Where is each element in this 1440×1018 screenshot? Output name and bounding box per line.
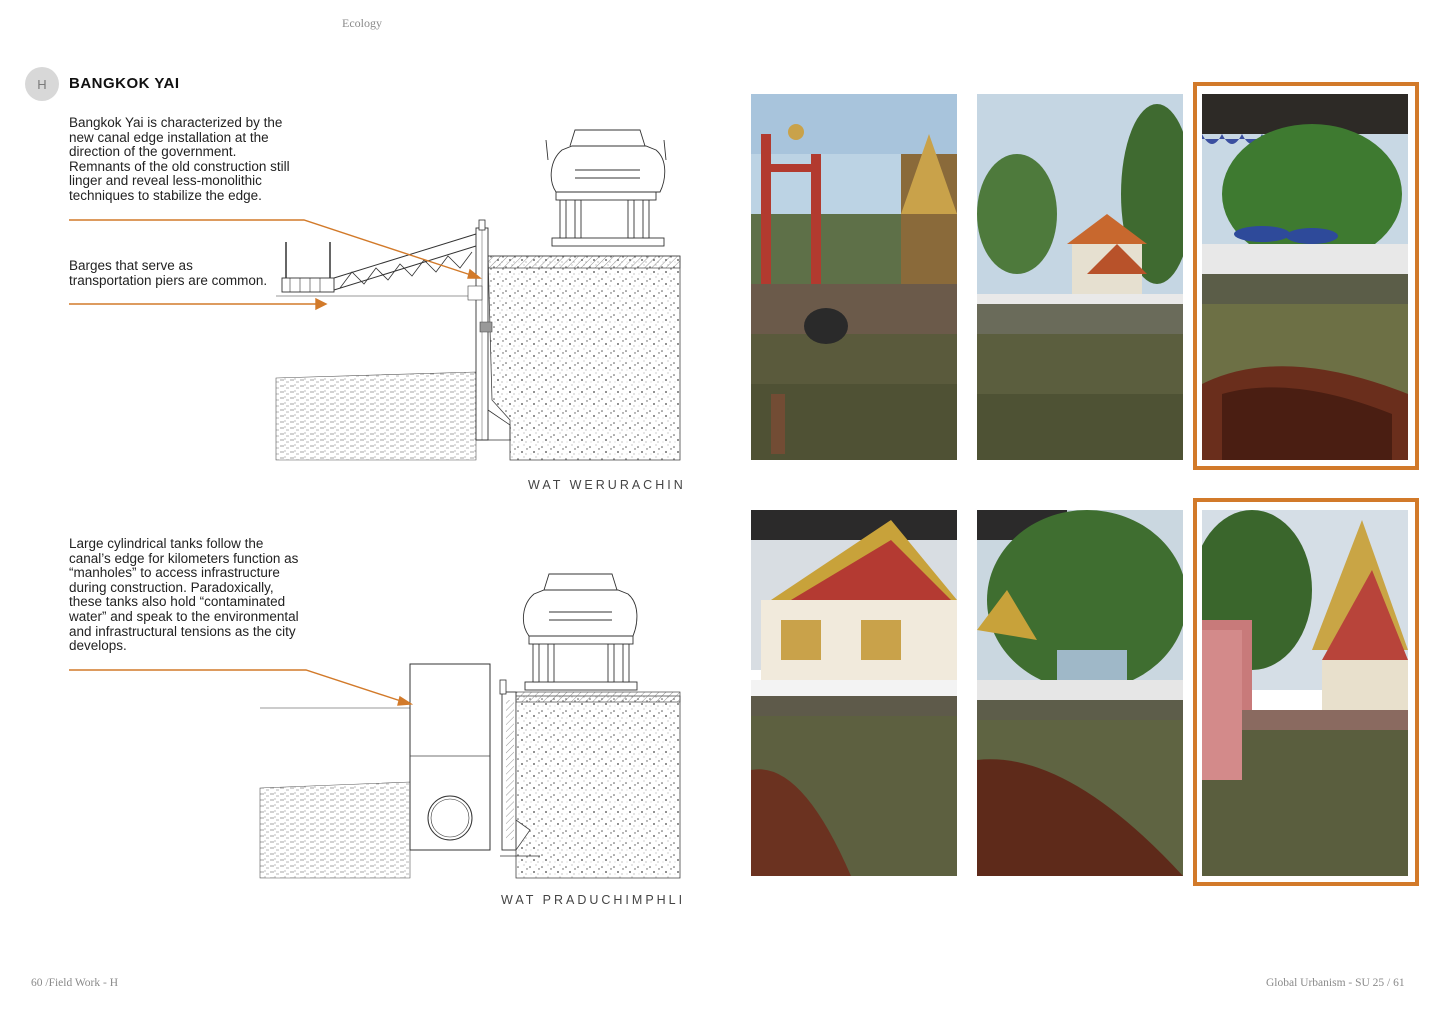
running-header: Ecology [342, 16, 382, 30]
site-label-werurachin: WAT WERURACHIN [528, 478, 686, 492]
section-drawing-werurachin [276, 130, 680, 460]
section-badge: H [25, 67, 59, 101]
annotation-barges: Barges that serve as transportation piers are common. [69, 258, 268, 288]
site-label-praduchimphli: WAT PRADUCHIMPHLI [501, 893, 686, 907]
annotation-canal-edge: Bangkok Yai is characterized by the new canal edge installation at the direction of the government. Remnants of the old construction still linger and reveal less-monolithic techniques to stabilize the edge. [69, 115, 290, 203]
photo-boat-view-blue-umbrellas [1202, 94, 1408, 460]
photo-pink-tank-temple [1202, 510, 1408, 876]
footer-page-left: 60 /Field Work - H [31, 977, 119, 989]
photo-red-pillar-pier [751, 94, 957, 460]
annotation-tanks: Large cylindrical tanks follow the canal’s edge for kilometers function as “manholes” to access infrastructure during construction. Paradoxically, these tanks also hold “contaminated water” and speak to the environmental and infrastructural tensions as the city develops. [69, 536, 299, 654]
section-drawing-praduchimphli [260, 574, 680, 878]
photo-golden-temple-facade [751, 510, 957, 876]
page-title: BANGKOK YAI [69, 75, 180, 92]
photo-pier-tree-canal [977, 510, 1183, 876]
footer-page-right: Global Urbanism - SU 25 / 61 [1266, 977, 1405, 989]
photo-temple-pavilion-canal [977, 94, 1183, 460]
leader-lines [69, 220, 480, 705]
